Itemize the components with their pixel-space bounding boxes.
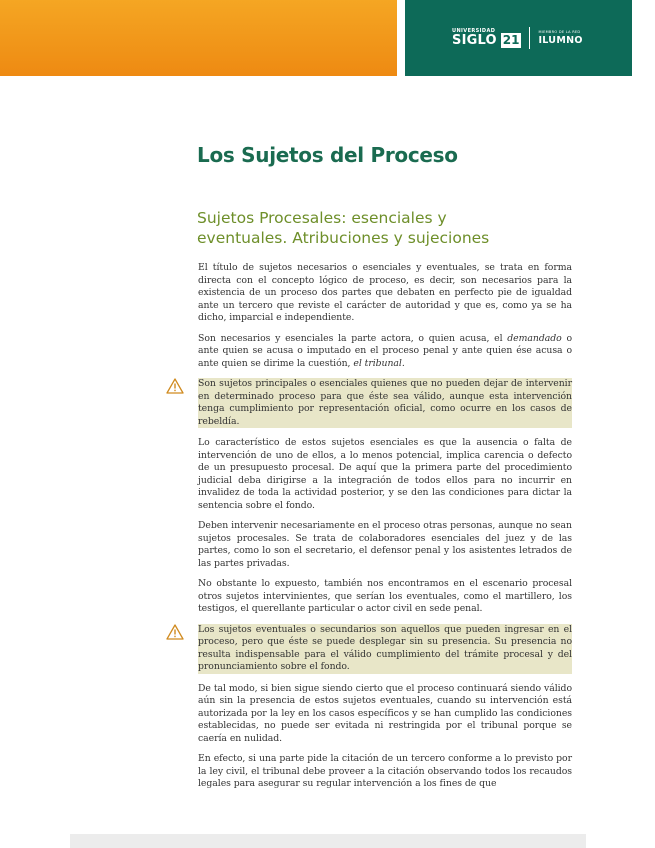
paragraph: El título de sujetos necesarios o esenciales y eventuales, se trata en forma directa con el concepto lógico de proceso, es decir, son necesarios para la existencia de un proceso dos partes que debaten en perfecto pie de igualdad ante un tercero que reviste el carácter de autoridad y que es, como ya se ha dicho, imparcial e independiente. xyxy=(198,262,572,323)
highlighted-paragraph: Los sujetos eventuales o secundarios son aquellos que pueden ingresar en el proceso, pero que éste se puede desplegar sin su presencia. Su presencia no resulta indispensable para el válido cumplimiento del trámite procesal y del pronunciamiento sobre el fondo. xyxy=(198,623,572,672)
logo-divider xyxy=(529,27,530,49)
logo-ilumno-label: ILUMNO xyxy=(538,34,583,46)
paragraph-emphasis: demandado xyxy=(507,332,562,344)
page-title: Los Sujetos del Proceso xyxy=(197,143,458,167)
logo-siglo-label: SIGLO xyxy=(452,33,497,48)
warning-icon xyxy=(166,378,184,394)
highlight-block xyxy=(198,378,572,428)
university-logo xyxy=(452,23,583,53)
paragraph: No obstante lo expuesto, también nos encontramos en el escenario procesal otros sujetos intervinientes, que serían los eventuales, como el martillero, los testigos, el querellante particular o actor civil en sede penal. xyxy=(198,578,572,614)
document-body xyxy=(198,262,572,799)
section-subtitle: Sujetos Procesales: esenciales y eventuales. Atribuciones y sujeciones xyxy=(197,209,490,247)
paragraph-text: o ante quien se acusa o imputado en el proceso penal y ante quien ése acusa o ante quien se dirime la cuestión, xyxy=(198,332,573,369)
paragraph-emphasis: el tribunal. xyxy=(353,357,405,369)
paragraph: Lo característico de estos sujetos esenciales es que la ausencia o falta de intervención de uno de ellos, a lo menos potencial, implica carencia o defecto de un presupuesto procesal. De aquí que la primera parte del procedimiento judicial deba dirigirse a la integración de todos ellos para no incurrir en invalidez de toda la actividad posterior, y se den las condiciones para dictar la sentencia sobre el fondo. xyxy=(198,437,572,511)
ilumno-wordmark xyxy=(538,31,582,45)
highlighted-paragraph: Son sujetos principales o esenciales quienes que no pueden dejar de intervenir en determinado proceso para que éste sea válido, aunque esta intervención tenga cumplimiento por representación oficial, como ocurre en los casos de rebeldía. xyxy=(198,378,572,427)
footer-bar xyxy=(70,834,586,848)
paragraph: En efecto, si una parte pide la citación de un tercero conforme a lo previsto por la ley civil, el tribunal debe proveer a la citación observando todos los recaudos legales para asegurar su regular intervención a los fines de que xyxy=(198,753,572,789)
header-orange-band xyxy=(0,0,397,76)
paragraph: Deben intervenir necesariamente en el proceso otras personas, aunque no sean sujetos procesales. Se trata de colaboradores esenciales del juez y de las partes, como lo son el secretario, el defensor penal y los asistentes letrados de las partes privadas. xyxy=(198,520,572,569)
paragraph: De tal modo, si bien sigue siendo cierto que el proceso continuará siendo válido aún sin la presencia de estos sujetos eventuales, cuando su intervención está autorizada por la ley en los casos específicos y se han cumplido las condiciones establecidas, no puede ser evitada ni restringida por el tribunal porque se caería en nulidad. xyxy=(198,682,572,744)
highlight-block xyxy=(198,624,572,674)
siglo21-wordmark xyxy=(452,29,497,47)
paragraph xyxy=(198,333,572,371)
logo-university-label: UNIVERSIDAD xyxy=(452,28,496,34)
paragraph-text: Son necesarios y esenciales la parte actora, o quien acusa, el xyxy=(198,332,508,344)
logo-21-badge: 21 xyxy=(502,33,520,47)
warning-icon xyxy=(166,624,184,640)
logo-partner-caption: MIEMBRO DE LA RED xyxy=(538,30,581,34)
